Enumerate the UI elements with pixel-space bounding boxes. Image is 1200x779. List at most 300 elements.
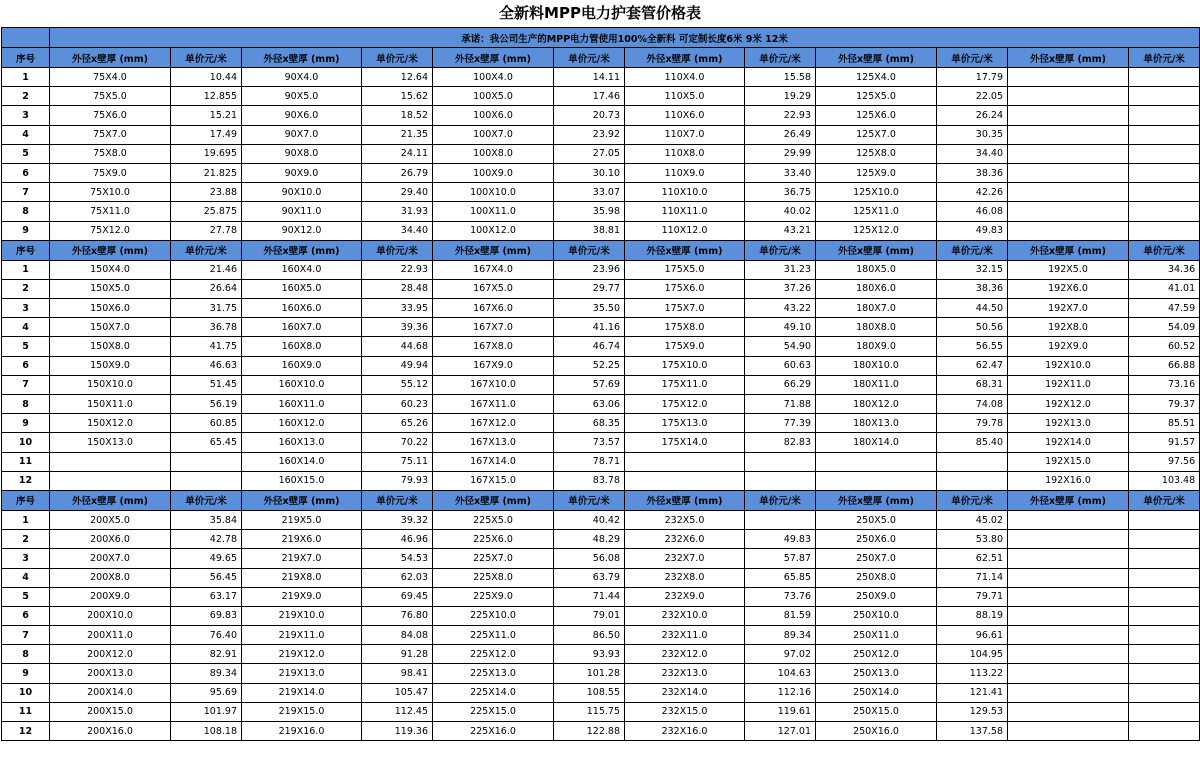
size-cell[interactable]: 150X9.0 <box>50 356 171 375</box>
size-cell[interactable]: 160X13.0 <box>242 433 362 452</box>
size-cell[interactable]: 160X5.0 <box>242 279 362 298</box>
price-cell[interactable]: 15.58 <box>745 68 816 87</box>
price-cell[interactable]: 23.88 <box>171 183 242 202</box>
size-cell[interactable]: 160X11.0 <box>242 395 362 414</box>
size-cell[interactable]: 160X4.0 <box>242 260 362 279</box>
price-cell[interactable]: 12.855 <box>171 87 242 106</box>
size-cell[interactable]: 200X13.0 <box>50 664 171 683</box>
price-cell[interactable] <box>1129 510 1200 529</box>
price-cell[interactable]: 15.62 <box>362 87 433 106</box>
size-cell[interactable] <box>1008 645 1129 664</box>
size-cell[interactable]: 160X14.0 <box>242 452 362 471</box>
price-cell[interactable]: 44.68 <box>362 337 433 356</box>
size-cell[interactable]: 150X11.0 <box>50 395 171 414</box>
size-cell[interactable]: 110X10.0 <box>625 183 745 202</box>
price-cell[interactable]: 35.98 <box>554 202 625 221</box>
size-cell[interactable]: 167X7.0 <box>433 318 554 337</box>
price-cell[interactable]: 39.36 <box>362 318 433 337</box>
size-cell[interactable]: 200X5.0 <box>50 510 171 529</box>
size-cell[interactable]: 232X14.0 <box>625 683 745 702</box>
size-cell[interactable]: 125X12.0 <box>816 221 937 240</box>
price-cell[interactable]: 33.40 <box>745 163 816 182</box>
size-cell[interactable]: 125X10.0 <box>816 183 937 202</box>
size-cell[interactable]: 225X15.0 <box>433 702 554 721</box>
price-cell[interactable]: 101.28 <box>554 664 625 683</box>
price-cell[interactable]: 49.10 <box>745 318 816 337</box>
size-cell[interactable]: 232X11.0 <box>625 626 745 645</box>
size-cell[interactable]: 150X5.0 <box>50 279 171 298</box>
price-cell[interactable]: 35.84 <box>171 510 242 529</box>
price-cell[interactable]: 57.87 <box>745 549 816 568</box>
size-cell[interactable]: 100X5.0 <box>433 87 554 106</box>
size-cell[interactable]: 225X16.0 <box>433 722 554 741</box>
size-cell[interactable]: 192X16.0 <box>1008 471 1129 490</box>
row-index-cell[interactable]: 6 <box>2 356 50 375</box>
price-cell[interactable]: 38.81 <box>554 221 625 240</box>
price-cell[interactable]: 15.21 <box>171 106 242 125</box>
size-cell[interactable]: 160X8.0 <box>242 337 362 356</box>
price-cell[interactable]: 101.97 <box>171 702 242 721</box>
size-cell[interactable]: 180X7.0 <box>816 299 937 318</box>
price-cell[interactable]: 84.08 <box>362 626 433 645</box>
price-cell[interactable]: 129.53 <box>937 702 1008 721</box>
price-cell[interactable]: 27.78 <box>171 221 242 240</box>
size-cell[interactable]: 200X16.0 <box>50 722 171 741</box>
size-cell[interactable]: 110X11.0 <box>625 202 745 221</box>
size-cell[interactable]: 75X9.0 <box>50 163 171 182</box>
price-cell[interactable]: 103.48 <box>1129 471 1200 490</box>
price-cell[interactable]: 21.825 <box>171 163 242 182</box>
price-cell[interactable]: 98.41 <box>362 664 433 683</box>
size-cell[interactable]: 125X8.0 <box>816 144 937 163</box>
price-cell[interactable]: 63.17 <box>171 587 242 606</box>
price-cell[interactable]: 34.40 <box>937 144 1008 163</box>
price-cell[interactable]: 19.695 <box>171 144 242 163</box>
price-cell[interactable]: 42.26 <box>937 183 1008 202</box>
size-cell[interactable]: 192X9.0 <box>1008 337 1129 356</box>
price-cell[interactable]: 79.93 <box>362 471 433 490</box>
size-cell[interactable]: 232X13.0 <box>625 664 745 683</box>
price-cell[interactable]: 29.40 <box>362 183 433 202</box>
size-cell[interactable] <box>625 452 745 471</box>
size-cell[interactable]: 180X14.0 <box>816 433 937 452</box>
size-cell[interactable] <box>1008 510 1129 529</box>
price-cell[interactable] <box>1129 221 1200 240</box>
row-index-cell[interactable]: 2 <box>2 530 50 549</box>
price-cell[interactable]: 108.18 <box>171 722 242 741</box>
size-cell[interactable]: 219X7.0 <box>242 549 362 568</box>
size-cell[interactable]: 160X9.0 <box>242 356 362 375</box>
price-cell[interactable]: 29.99 <box>745 144 816 163</box>
size-cell[interactable] <box>50 452 171 471</box>
size-cell[interactable]: 90X10.0 <box>242 183 362 202</box>
size-cell[interactable]: 232X16.0 <box>625 722 745 741</box>
row-index-cell[interactable]: 12 <box>2 471 50 490</box>
size-cell[interactable]: 110X8.0 <box>625 144 745 163</box>
price-cell[interactable]: 60.23 <box>362 395 433 414</box>
price-cell[interactable]: 88.19 <box>937 606 1008 625</box>
price-cell[interactable] <box>1129 530 1200 549</box>
size-cell[interactable]: 225X13.0 <box>433 664 554 683</box>
price-cell[interactable]: 39.32 <box>362 510 433 529</box>
size-cell[interactable]: 150X7.0 <box>50 318 171 337</box>
price-cell[interactable]: 71.44 <box>554 587 625 606</box>
price-cell[interactable] <box>171 452 242 471</box>
price-cell[interactable]: 29.77 <box>554 279 625 298</box>
price-cell[interactable] <box>1129 645 1200 664</box>
size-cell[interactable]: 225X8.0 <box>433 568 554 587</box>
row-index-cell[interactable]: 5 <box>2 587 50 606</box>
row-index-cell[interactable]: 6 <box>2 606 50 625</box>
size-cell[interactable]: 75X10.0 <box>50 183 171 202</box>
size-cell[interactable]: 192X7.0 <box>1008 299 1129 318</box>
size-cell[interactable]: 100X4.0 <box>433 68 554 87</box>
price-cell[interactable]: 48.29 <box>554 530 625 549</box>
price-cell[interactable]: 30.10 <box>554 163 625 182</box>
size-cell[interactable]: 100X12.0 <box>433 221 554 240</box>
price-cell[interactable] <box>1129 587 1200 606</box>
size-cell[interactable]: 219X13.0 <box>242 664 362 683</box>
size-cell[interactable]: 180X5.0 <box>816 260 937 279</box>
row-index-cell[interactable]: 9 <box>2 221 50 240</box>
price-cell[interactable] <box>1129 183 1200 202</box>
price-cell[interactable]: 93.93 <box>554 645 625 664</box>
price-cell[interactable]: 53.80 <box>937 530 1008 549</box>
price-cell[interactable] <box>1129 549 1200 568</box>
size-cell[interactable]: 90X9.0 <box>242 163 362 182</box>
size-cell[interactable]: 192X13.0 <box>1008 414 1129 433</box>
price-cell[interactable]: 69.45 <box>362 587 433 606</box>
size-cell[interactable]: 167X12.0 <box>433 414 554 433</box>
size-cell[interactable]: 125X9.0 <box>816 163 937 182</box>
price-cell[interactable]: 14.11 <box>554 68 625 87</box>
size-cell[interactable]: 219X10.0 <box>242 606 362 625</box>
size-cell[interactable]: 250X12.0 <box>816 645 937 664</box>
size-cell[interactable]: 250X8.0 <box>816 568 937 587</box>
price-cell[interactable]: 89.34 <box>745 626 816 645</box>
price-cell[interactable]: 73.57 <box>554 433 625 452</box>
size-cell[interactable] <box>816 471 937 490</box>
size-cell[interactable]: 232X8.0 <box>625 568 745 587</box>
size-cell[interactable]: 75X11.0 <box>50 202 171 221</box>
price-cell[interactable]: 35.50 <box>554 299 625 318</box>
row-index-cell[interactable]: 4 <box>2 568 50 587</box>
price-cell[interactable]: 24.11 <box>362 144 433 163</box>
size-cell[interactable]: 200X11.0 <box>50 626 171 645</box>
size-cell[interactable]: 125X5.0 <box>816 87 937 106</box>
size-cell[interactable]: 200X8.0 <box>50 568 171 587</box>
price-cell[interactable]: 71.14 <box>937 568 1008 587</box>
row-index-cell[interactable]: 3 <box>2 106 50 125</box>
size-cell[interactable]: 150X10.0 <box>50 375 171 394</box>
size-cell[interactable]: 160X7.0 <box>242 318 362 337</box>
price-cell[interactable]: 62.51 <box>937 549 1008 568</box>
price-cell[interactable] <box>937 471 1008 490</box>
row-index-cell[interactable]: 8 <box>2 395 50 414</box>
size-cell[interactable] <box>1008 221 1129 240</box>
price-cell[interactable] <box>171 471 242 490</box>
size-cell[interactable] <box>1008 183 1129 202</box>
size-cell[interactable]: 160X10.0 <box>242 375 362 394</box>
size-cell[interactable]: 160X15.0 <box>242 471 362 490</box>
price-cell[interactable] <box>1129 202 1200 221</box>
size-cell[interactable] <box>1008 702 1129 721</box>
price-cell[interactable]: 85.51 <box>1129 414 1200 433</box>
size-cell[interactable]: 225X14.0 <box>433 683 554 702</box>
price-cell[interactable]: 97.02 <box>745 645 816 664</box>
size-cell[interactable]: 90X8.0 <box>242 144 362 163</box>
size-cell[interactable]: 232X12.0 <box>625 645 745 664</box>
price-cell[interactable]: 89.34 <box>171 664 242 683</box>
size-cell[interactable] <box>1008 530 1129 549</box>
price-cell[interactable]: 96.61 <box>937 626 1008 645</box>
size-cell[interactable]: 167X14.0 <box>433 452 554 471</box>
size-cell[interactable]: 110X12.0 <box>625 221 745 240</box>
size-cell[interactable]: 150X13.0 <box>50 433 171 452</box>
size-cell[interactable]: 125X6.0 <box>816 106 937 125</box>
size-cell[interactable]: 100X10.0 <box>433 183 554 202</box>
row-index-cell[interactable]: 1 <box>2 68 50 87</box>
size-cell[interactable]: 180X12.0 <box>816 395 937 414</box>
price-cell[interactable]: 26.64 <box>171 279 242 298</box>
price-cell[interactable]: 127.01 <box>745 722 816 741</box>
price-cell[interactable] <box>1129 626 1200 645</box>
price-cell[interactable]: 122.88 <box>554 722 625 741</box>
size-cell[interactable]: 160X12.0 <box>242 414 362 433</box>
size-cell[interactable]: 90X7.0 <box>242 125 362 144</box>
size-cell[interactable] <box>625 471 745 490</box>
size-cell[interactable]: 167X15.0 <box>433 471 554 490</box>
size-cell[interactable]: 200X15.0 <box>50 702 171 721</box>
price-cell[interactable]: 119.61 <box>745 702 816 721</box>
size-cell[interactable]: 125X4.0 <box>816 68 937 87</box>
size-cell[interactable]: 232X6.0 <box>625 530 745 549</box>
price-cell[interactable]: 66.29 <box>745 375 816 394</box>
price-cell[interactable]: 31.93 <box>362 202 433 221</box>
price-cell[interactable]: 49.83 <box>937 221 1008 240</box>
size-cell[interactable] <box>50 471 171 490</box>
price-cell[interactable] <box>1129 568 1200 587</box>
price-cell[interactable]: 79.78 <box>937 414 1008 433</box>
price-cell[interactable]: 43.21 <box>745 221 816 240</box>
price-cell[interactable]: 91.28 <box>362 645 433 664</box>
size-cell[interactable]: 219X15.0 <box>242 702 362 721</box>
size-cell[interactable] <box>1008 626 1129 645</box>
price-cell[interactable]: 63.79 <box>554 568 625 587</box>
price-cell[interactable] <box>1129 125 1200 144</box>
size-cell[interactable] <box>1008 549 1129 568</box>
size-cell[interactable]: 75X7.0 <box>50 125 171 144</box>
size-cell[interactable]: 192X12.0 <box>1008 395 1129 414</box>
size-cell[interactable]: 225X11.0 <box>433 626 554 645</box>
price-cell[interactable]: 55.12 <box>362 375 433 394</box>
price-cell[interactable]: 44.50 <box>937 299 1008 318</box>
size-cell[interactable]: 219X14.0 <box>242 683 362 702</box>
price-cell[interactable]: 115.75 <box>554 702 625 721</box>
price-cell[interactable]: 41.75 <box>171 337 242 356</box>
row-index-cell[interactable]: 8 <box>2 645 50 664</box>
price-cell[interactable]: 50.56 <box>937 318 1008 337</box>
price-cell[interactable]: 78.71 <box>554 452 625 471</box>
size-cell[interactable] <box>1008 125 1129 144</box>
size-cell[interactable] <box>1008 163 1129 182</box>
size-cell[interactable]: 200X14.0 <box>50 683 171 702</box>
size-cell[interactable]: 219X5.0 <box>242 510 362 529</box>
size-cell[interactable]: 225X5.0 <box>433 510 554 529</box>
row-index-cell[interactable]: 7 <box>2 183 50 202</box>
size-cell[interactable]: 167X13.0 <box>433 433 554 452</box>
size-cell[interactable]: 75X12.0 <box>50 221 171 240</box>
price-cell[interactable] <box>1129 606 1200 625</box>
size-cell[interactable]: 175X11.0 <box>625 375 745 394</box>
size-cell[interactable] <box>1008 683 1129 702</box>
price-cell[interactable]: 112.45 <box>362 702 433 721</box>
size-cell[interactable] <box>1008 722 1129 741</box>
size-cell[interactable] <box>1008 202 1129 221</box>
size-cell[interactable]: 125X7.0 <box>816 125 937 144</box>
row-index-cell[interactable]: 4 <box>2 125 50 144</box>
price-cell[interactable]: 69.83 <box>171 606 242 625</box>
price-cell[interactable]: 51.45 <box>171 375 242 394</box>
price-cell[interactable]: 82.91 <box>171 645 242 664</box>
price-cell[interactable]: 25.875 <box>171 202 242 221</box>
row-index-cell[interactable]: 4 <box>2 318 50 337</box>
price-cell[interactable]: 42.78 <box>171 530 242 549</box>
price-cell[interactable]: 57.69 <box>554 375 625 394</box>
size-cell[interactable]: 160X6.0 <box>242 299 362 318</box>
size-cell[interactable]: 100X8.0 <box>433 144 554 163</box>
size-cell[interactable]: 100X9.0 <box>433 163 554 182</box>
size-cell[interactable]: 250X16.0 <box>816 722 937 741</box>
price-cell[interactable]: 10.44 <box>171 68 242 87</box>
size-cell[interactable]: 100X7.0 <box>433 125 554 144</box>
price-cell[interactable]: 60.52 <box>1129 337 1200 356</box>
price-cell[interactable]: 12.64 <box>362 68 433 87</box>
size-cell[interactable]: 167X8.0 <box>433 337 554 356</box>
row-index-cell[interactable]: 3 <box>2 299 50 318</box>
price-cell[interactable] <box>1129 722 1200 741</box>
size-cell[interactable]: 250X9.0 <box>816 587 937 606</box>
row-index-cell[interactable]: 9 <box>2 664 50 683</box>
price-cell[interactable]: 46.96 <box>362 530 433 549</box>
size-cell[interactable] <box>1008 606 1129 625</box>
size-cell[interactable]: 167X4.0 <box>433 260 554 279</box>
size-cell[interactable]: 250X6.0 <box>816 530 937 549</box>
row-index-cell[interactable]: 8 <box>2 202 50 221</box>
price-cell[interactable]: 121.41 <box>937 683 1008 702</box>
size-cell[interactable]: 175X8.0 <box>625 318 745 337</box>
price-cell[interactable]: 41.16 <box>554 318 625 337</box>
size-cell[interactable]: 219X12.0 <box>242 645 362 664</box>
size-cell[interactable]: 167X6.0 <box>433 299 554 318</box>
size-cell[interactable]: 180X11.0 <box>816 375 937 394</box>
price-cell[interactable]: 37.26 <box>745 279 816 298</box>
price-cell[interactable]: 46.08 <box>937 202 1008 221</box>
size-cell[interactable]: 232X10.0 <box>625 606 745 625</box>
price-cell[interactable]: 73.16 <box>1129 375 1200 394</box>
price-cell[interactable]: 20.73 <box>554 106 625 125</box>
size-cell[interactable] <box>1008 106 1129 125</box>
price-cell[interactable]: 91.57 <box>1129 433 1200 452</box>
price-cell[interactable]: 79.01 <box>554 606 625 625</box>
price-cell[interactable]: 60.85 <box>171 414 242 433</box>
price-cell[interactable] <box>1129 664 1200 683</box>
size-cell[interactable]: 110X5.0 <box>625 87 745 106</box>
price-cell[interactable] <box>1129 683 1200 702</box>
price-cell[interactable]: 40.42 <box>554 510 625 529</box>
size-cell[interactable]: 232X15.0 <box>625 702 745 721</box>
row-index-cell[interactable]: 1 <box>2 260 50 279</box>
size-cell[interactable]: 250X11.0 <box>816 626 937 645</box>
price-cell[interactable]: 21.35 <box>362 125 433 144</box>
price-cell[interactable]: 108.55 <box>554 683 625 702</box>
size-cell[interactable]: 200X7.0 <box>50 549 171 568</box>
size-cell[interactable]: 232X5.0 <box>625 510 745 529</box>
row-index-cell[interactable]: 5 <box>2 337 50 356</box>
price-cell[interactable]: 68.31 <box>937 375 1008 394</box>
size-cell[interactable]: 110X6.0 <box>625 106 745 125</box>
price-cell[interactable]: 56.19 <box>171 395 242 414</box>
size-cell[interactable]: 219X9.0 <box>242 587 362 606</box>
price-cell[interactable]: 85.40 <box>937 433 1008 452</box>
price-cell[interactable]: 18.52 <box>362 106 433 125</box>
price-cell[interactable]: 17.79 <box>937 68 1008 87</box>
size-cell[interactable]: 150X12.0 <box>50 414 171 433</box>
price-cell[interactable]: 97.56 <box>1129 452 1200 471</box>
size-cell[interactable]: 75X8.0 <box>50 144 171 163</box>
size-cell[interactable]: 75X6.0 <box>50 106 171 125</box>
price-cell[interactable]: 65.85 <box>745 568 816 587</box>
size-cell[interactable]: 192X8.0 <box>1008 318 1129 337</box>
size-cell[interactable]: 200X6.0 <box>50 530 171 549</box>
price-cell[interactable]: 17.46 <box>554 87 625 106</box>
size-cell[interactable]: 232X9.0 <box>625 587 745 606</box>
size-cell[interactable]: 192X11.0 <box>1008 375 1129 394</box>
price-cell[interactable]: 33.95 <box>362 299 433 318</box>
price-cell[interactable]: 49.83 <box>745 530 816 549</box>
price-cell[interactable]: 40.02 <box>745 202 816 221</box>
price-cell[interactable]: 112.16 <box>745 683 816 702</box>
size-cell[interactable] <box>816 452 937 471</box>
size-cell[interactable]: 200X9.0 <box>50 587 171 606</box>
size-cell[interactable] <box>1008 664 1129 683</box>
size-cell[interactable]: 180X10.0 <box>816 356 937 375</box>
size-cell[interactable] <box>1008 587 1129 606</box>
price-cell[interactable] <box>745 452 816 471</box>
price-cell[interactable]: 62.03 <box>362 568 433 587</box>
size-cell[interactable]: 175X5.0 <box>625 260 745 279</box>
price-cell[interactable]: 76.80 <box>362 606 433 625</box>
row-index-cell[interactable]: 7 <box>2 375 50 394</box>
price-cell[interactable]: 30.35 <box>937 125 1008 144</box>
price-cell[interactable]: 56.08 <box>554 549 625 568</box>
price-cell[interactable]: 113.22 <box>937 664 1008 683</box>
price-cell[interactable]: 32.15 <box>937 260 1008 279</box>
size-cell[interactable]: 219X16.0 <box>242 722 362 741</box>
size-cell[interactable]: 90X5.0 <box>242 87 362 106</box>
size-cell[interactable]: 192X10.0 <box>1008 356 1129 375</box>
price-cell[interactable]: 105.47 <box>362 683 433 702</box>
price-cell[interactable]: 137.58 <box>937 722 1008 741</box>
price-cell[interactable]: 31.23 <box>745 260 816 279</box>
size-cell[interactable]: 180X13.0 <box>816 414 937 433</box>
size-cell[interactable] <box>1008 568 1129 587</box>
price-cell[interactable]: 54.90 <box>745 337 816 356</box>
price-cell[interactable]: 54.53 <box>362 549 433 568</box>
row-index-cell[interactable]: 6 <box>2 163 50 182</box>
price-cell[interactable]: 26.24 <box>937 106 1008 125</box>
price-cell[interactable]: 65.26 <box>362 414 433 433</box>
